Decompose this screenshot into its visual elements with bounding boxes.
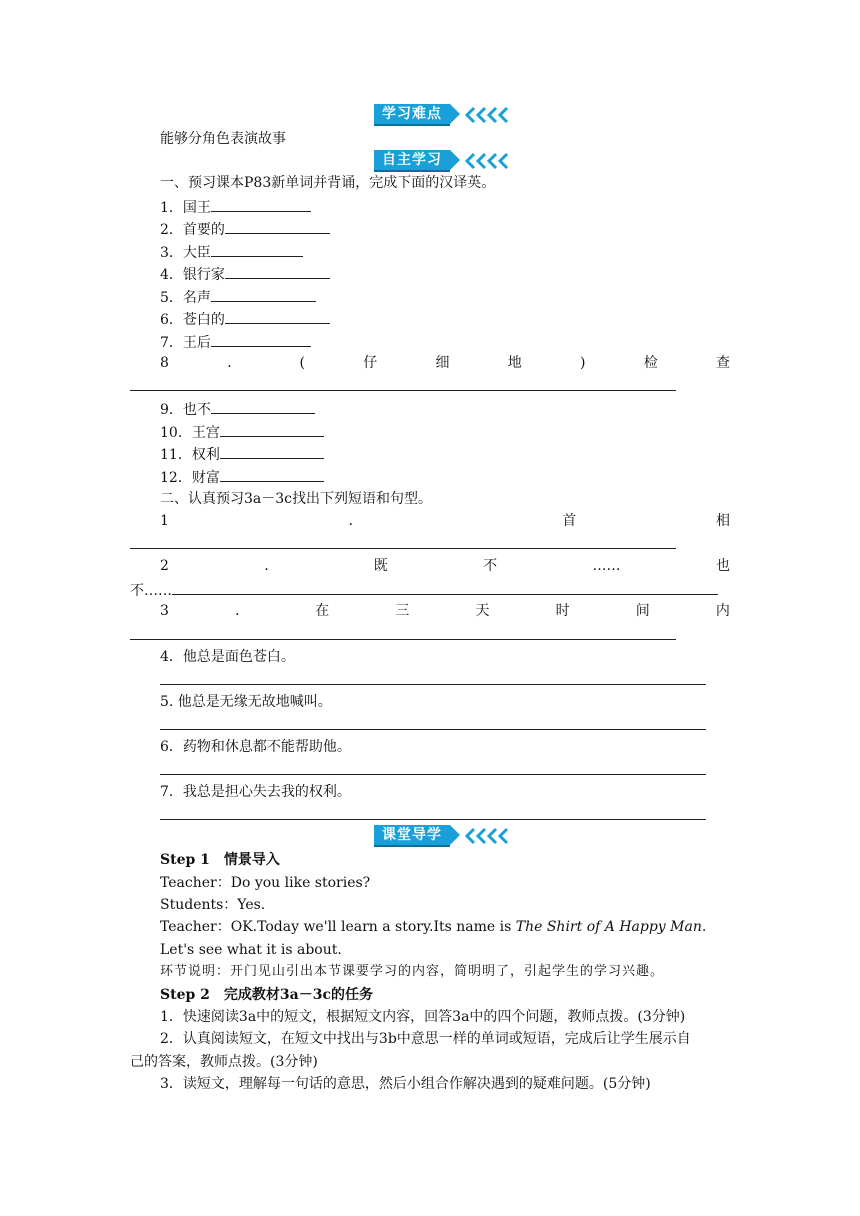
answer-line[interactable] xyxy=(130,390,676,391)
chevrons-icon xyxy=(464,151,510,171)
answer-line[interactable] xyxy=(130,548,676,549)
vocab-item: 9．也不 xyxy=(160,399,315,419)
banner-self-study xyxy=(374,150,510,172)
dialogue-line: Teacher：Do you like stories? xyxy=(160,875,371,891)
banner-label: 课堂导学 xyxy=(374,825,450,847)
vocab-item: 6．苍白的 xyxy=(160,309,330,329)
phrase-row-2-tail: 不…… xyxy=(130,580,718,600)
phrase-row-3: 3 ． 在 三 天 时 间 内 xyxy=(160,603,730,619)
step2-paragraph: 己的答案，教师点拨。(3分钟) xyxy=(130,1054,318,1070)
step2-heading: Step 2 完成教材3a－3c的任务 xyxy=(160,987,373,1003)
dialogue-line: Teacher：OK.Today we'll learn a story.Its name is The Shirt of A Happy Man. xyxy=(160,919,707,935)
answer-line[interactable] xyxy=(160,729,706,730)
vocab-item: 11．权利 xyxy=(160,444,324,464)
vocab-item: 10．王宫 xyxy=(160,422,324,442)
part1-title: 一、预习课本P83新单词并背诵，完成下面的汉译英。 xyxy=(160,175,496,191)
dialogue-line: Students：Yes. xyxy=(160,897,266,913)
part2-title: 二、认真预习3a－3c找出下列短语和句型。 xyxy=(160,491,433,507)
phrase-row-2: 2 ． 既 不 …… 也 xyxy=(160,558,730,574)
vocab-item: 1．国王 xyxy=(160,197,311,217)
story-title: The Shirt of A Happy Man xyxy=(515,919,702,935)
chevrons-icon xyxy=(464,826,510,846)
vocab-item: 5．名声 xyxy=(160,287,316,307)
vocab-item: 4．银行家 xyxy=(160,264,330,284)
vocab-item: 7．王后 xyxy=(160,332,311,352)
difficulty-text: 能够分角色表演故事 xyxy=(160,131,286,147)
chevrons-icon xyxy=(464,105,510,125)
banner-label: 自主学习 xyxy=(374,150,450,172)
step1-heading: Step 1 情景导入 xyxy=(160,852,280,868)
step2-paragraph: 2．认真阅读短文，在短文中找出与3b中意思一样的单词或短语，完成后让学生展示自 xyxy=(160,1031,691,1047)
sentence-item: 7．我总是担心失去我的权利。 xyxy=(160,784,351,800)
answer-line[interactable] xyxy=(160,819,706,820)
answer-line[interactable] xyxy=(160,774,706,775)
sentence-item: 6．药物和休息都不能帮助他。 xyxy=(160,739,351,755)
step2-paragraph: 1．快速阅读3a中的短文，根据短文内容，回答3a中的四个问题，教师点拨。(3分钟) xyxy=(160,1009,686,1025)
vocab-item: 12．财富 xyxy=(160,467,324,487)
vocab-item: 3．大臣 xyxy=(160,242,303,262)
vocab-item-8: 8 ． ( 仔 细 地 ) 检 查 xyxy=(160,355,730,371)
answer-line[interactable] xyxy=(130,639,676,640)
answer-line[interactable] xyxy=(160,684,706,685)
banner-class-guide xyxy=(374,825,510,847)
step2-paragraph: 3．读短文，理解每一句话的意思，然后小组合作解决遇到的疑难问题。(5分钟) xyxy=(160,1076,651,1092)
vocab-item: 2．首要的 xyxy=(160,219,330,239)
banner-label: 学习难点 xyxy=(374,104,450,126)
dialogue-line: Let's see what it is about. xyxy=(160,942,342,958)
banner-difficulty xyxy=(374,104,510,126)
step1-note: 环节说明：开门见山引出本节课要学习的内容，简明明了，引起学生的学习兴趣。 xyxy=(160,964,665,979)
sentence-item: 4．他总是面色苍白。 xyxy=(160,649,295,665)
sentence-item: 5. 他总是无缘无故地喊叫。 xyxy=(160,694,332,710)
phrase-row-1: 1 ． 首 相 xyxy=(160,513,730,529)
